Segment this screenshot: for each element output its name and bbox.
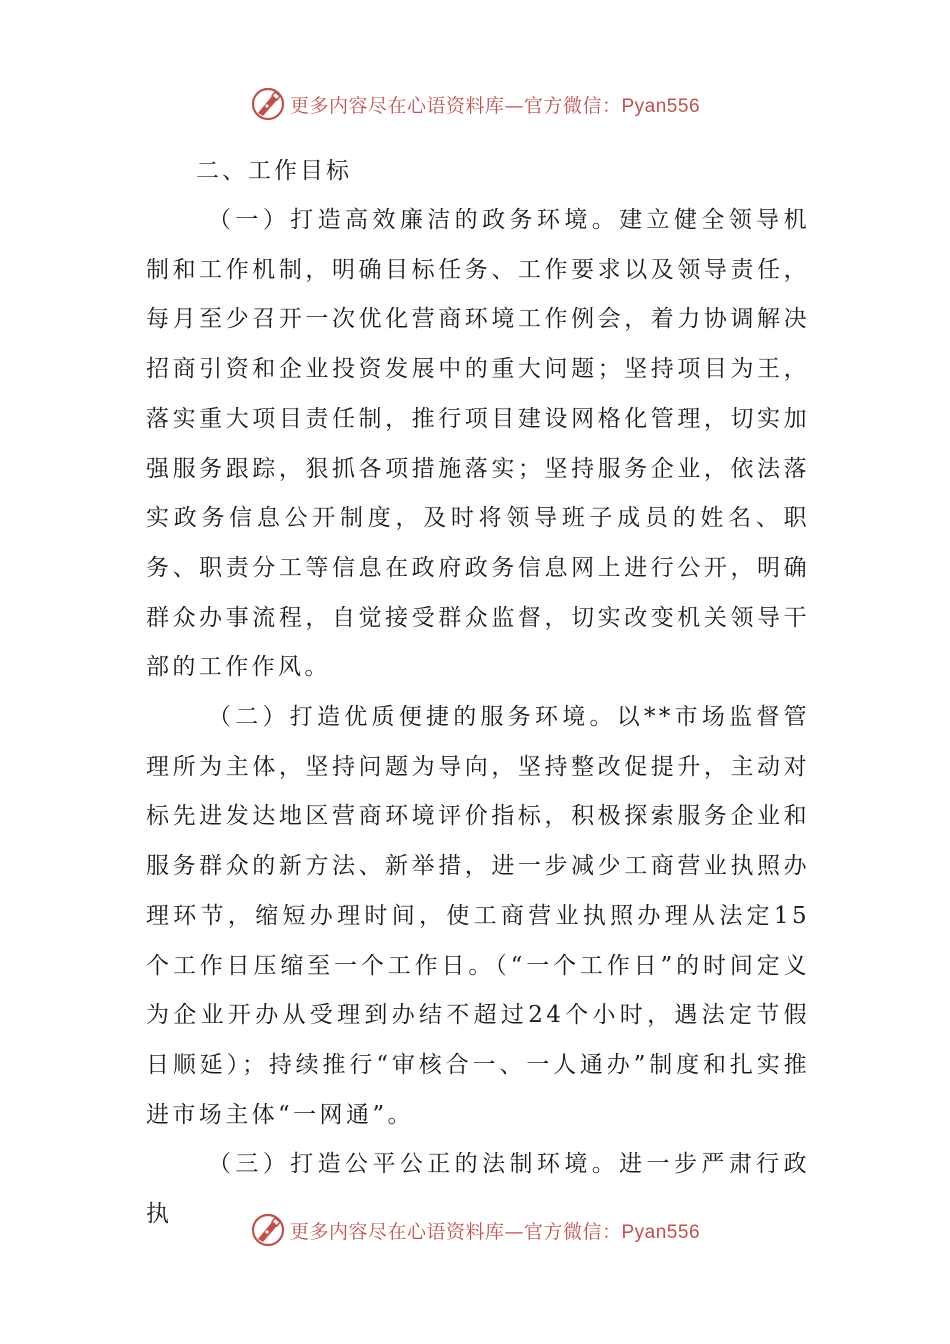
watermark-text [290, 91, 700, 118]
watermark-banner-bottom [0, 1210, 950, 1250]
paragraph-1: （一）打造高效廉洁的政务环境。建立健全领导机制和工作机制，明确目标任务、工作要求以及领导责任，每月至少召开一次优化营商环境工作例会，着力协调解决招商引资和企业投资发展中的重大问题；坚持项目为王，落实重大项目责任制，推行项目建设网格化管理，切实加强服务跟踪，狠抓各项措施落实；坚持服务企业，依法落实政务信息公开制度，及时将领导班子成员的姓名、职务、职责分工等信息在政府政务信息网上进行公开，明确群众办事流程，自觉接受群众监督，切实改变机关领导干部的工作作风。 [146, 207, 810, 681]
watermark-text [290, 1217, 700, 1244]
watermark-wechat-id: Pyan556 [621, 95, 701, 117]
paragraph-3: （三）打造公平公正的法制环境。进一步严肃行政执 [146, 1151, 810, 1228]
watermark-label: 更多内容尽在心语资料库—官方微信： [289, 94, 622, 117]
document-body [146, 146, 810, 1240]
paragraph-2: （二）打造优质便捷的服务环境。以**市场监督管理所为主体，坚持问题为导向，坚持整改促提升，主动对标先进发达地区营商环境评价指标，积极探索服务企业和服务群众的新方法、新举措，进一步减少工商营业执照办理环节，缩短办理时间，使工商营业执照办理从法定15个工作日压缩至一个工作日。（“一个工作日”的时间定义为企业开办从受理到办结不超过24个小时，遇法定节假日顺延）；持续推行“审核合一、一人通办”制度和扎实推进市场主体“一网通”。 [146, 704, 810, 1128]
pen-nib-logo-icon [250, 1212, 286, 1248]
watermark-banner-top [0, 84, 950, 124]
watermark-label: 更多内容尽在心语资料库—官方微信： [289, 1220, 622, 1243]
section-heading: 二、工作目标 [196, 158, 352, 184]
watermark-wechat-id: Pyan556 [621, 1221, 701, 1243]
pen-nib-logo-icon [250, 86, 286, 122]
